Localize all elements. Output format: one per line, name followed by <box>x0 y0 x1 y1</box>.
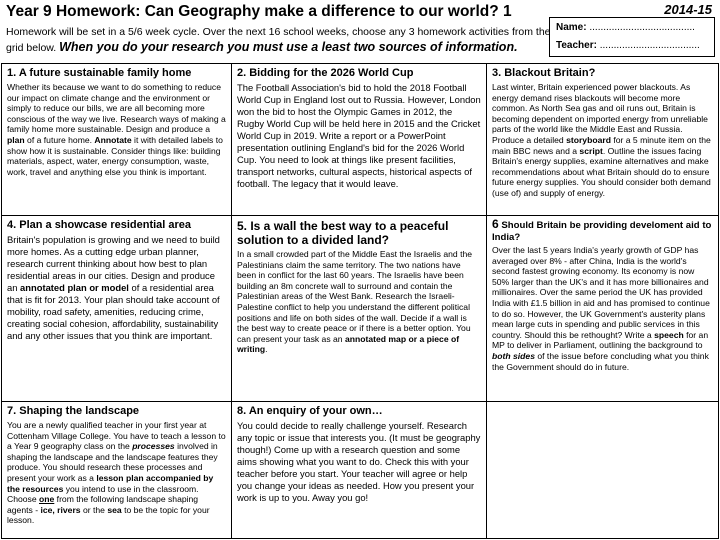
task-1-title: 1. A future sustainable family home <box>7 67 192 79</box>
task-2-title: 2. Bidding for the 2026 World Cup <box>237 67 414 79</box>
task-6-cell <box>487 216 718 401</box>
task-8-title: 8. An enquiry of your own… <box>237 405 383 417</box>
task-1-body: Whether its because we want to do something to reduce our impact on climate change and the environment or simply to reduce our bills, we are all becoming more conscious of the way we live. Research ways of making a family home more sustainable. Design and produce a plan of a future home. Annotate it with detailed labels to show how it is sustainable. Consider things like: building materials, aspect, water, energy consumption, waste, work, travel and anything else you think is important. <box>7 82 226 177</box>
task-3-title: 3. Blackout Britain? <box>492 67 596 79</box>
teacher-field[interactable]: .................................... <box>599 40 700 51</box>
name-field[interactable]: ...................................... <box>589 22 695 33</box>
instructions-grid-below: grid below. <box>6 42 57 54</box>
name-label: Name: <box>556 22 587 33</box>
task-3-cell <box>487 64 718 215</box>
task-6-title: 6 Should Britain be providing develoment aid to India? <box>492 217 712 243</box>
name-teacher-box <box>549 17 715 57</box>
instructions-line-1: Homework will be set in a 5/6 week cycle. Over the next 16 school weeks, choose any 3 homework activities from the <box>6 26 551 38</box>
task-6-number: 6 <box>492 217 499 231</box>
task-7-body: You are a newly qualified teacher in your first year at Cottenham Village College. You have to teach a lesson to a Year 9 geography class on the processes involved in shaping the landscape and the landscape features they produce. You should research these processes and present your work as a lesson plan accompanied by the resources you intend to use in the classroom. Choose one from the following landscape shaping agents - ice, rivers or the sea to be the topic for your lesson. <box>7 420 226 526</box>
task-5-cell <box>232 216 486 401</box>
header <box>0 0 720 60</box>
task-3-body: Last winter, Britain experienced power blackouts. As energy demand rises blackouts will become more common. As North Sea gas and oil runs out, Britain is becoming dependent on imported energy from unreliable parts of the world like the Middle East and Russia. Produce a detailed storyboard for a 5 minute item on the main BBC news and a script. Outline the issues facing Britain's energy supplies, examine alternatives and make recommendations about what Britain should do to ensure future energy supplies. You should consider both demand (use of) and supply of energy. <box>492 82 711 198</box>
task-7-cell <box>2 402 231 538</box>
school-year: 2014-15 <box>664 2 712 17</box>
instructions-emphasis: When you do your research you must use a least two sources of information. <box>59 40 518 54</box>
task-1-cell <box>2 64 231 215</box>
name-row <box>556 22 695 33</box>
task-4-body: Britain's population is growing and we need to build more homes. As a cutting edge urban planner, research current thinking about how best to plan residential areas in our cities. Design and produce an annotated plan or model of a residential area that is fit for 2013. Your plan should take account of mobility, road safety, amenities, reducing crime, creating social cohesion, affordability, sustainability and any other issues that you think are important. <box>7 234 220 341</box>
task-4-cell <box>2 216 231 401</box>
task-8-cell <box>232 402 486 538</box>
page-title: Year 9 Homework: Can Geography make a difference to our world? 1 <box>6 3 512 20</box>
task-4-title: 4. Plan a showcase residential area <box>7 219 192 231</box>
instructions-line-2 <box>6 40 518 54</box>
task-5-title: 5. Is a wall the best way to a peaceful solution to a divided land? <box>237 219 449 247</box>
teacher-row <box>556 40 700 51</box>
task-5-body: In a small crowded part of the Middle East the Israelis and the Palestinians claim the same territory. The two nations have been in conflict for the last 60 years. The Israelis have been building an 8m concrete wall to surround and contain the Palestinian areas of the West Bank. Research the Israeli-Palestine conflict to help you understand the different political positions and life on both sides of the wall. Decide if a wall is the best way to create peace or if there is a better option. You can present your task as an annotated map or a piece of writing. <box>237 249 473 355</box>
homework-grid <box>1 63 719 539</box>
task-7-title: 7. Shaping the landscape <box>7 405 140 417</box>
task-6-body: Over the last 5 years India's yearly growth of GDP has averaged over 8% - after China, India is the world's second fastest growing economy. Its economy is now 50% larger than the UK's and it has more billionaires and millionaires. Over the same period the UK has provided India with £1.5 billion in aid and has promised to continue to do so. However, the UK Government's austerity plans mean large cuts in spending and public services in this country. Should this be rethought? Write a speech for an MP to deliver in Parliament, outlining the background to both sides of the issue before concluding what you think the Government should do in future. <box>492 245 710 372</box>
task-2-cell <box>232 64 486 215</box>
empty-cell <box>487 402 718 538</box>
task-8-body: You could decide to really challenge yourself. Research any topic or issue that interests you. (It must be geography though!) Come up with a research question and some aims showing what you want to do. Check this with your teacher before you start. Your teacher will agree or help you change your ideas as needed. How you present your work is up to you. Away you go! <box>237 420 481 503</box>
task-2-body: The Football Association's bid to hold the 2018 Football World Cup in England lost out to Russia. However, London won the bid to host the Olympic Games in 2012, the Rugby World Cup will be held here in 2015 and the Cricket World Cup in 2019. Write a report or a PowerPoint presentation outlining England's bid for the 2026 World Cup. You need to look at things like present facilities, transport networks, cultural aspects, historical aspects of football. The legacy that it would leave. <box>237 82 481 189</box>
teacher-label: Teacher: <box>556 40 597 51</box>
